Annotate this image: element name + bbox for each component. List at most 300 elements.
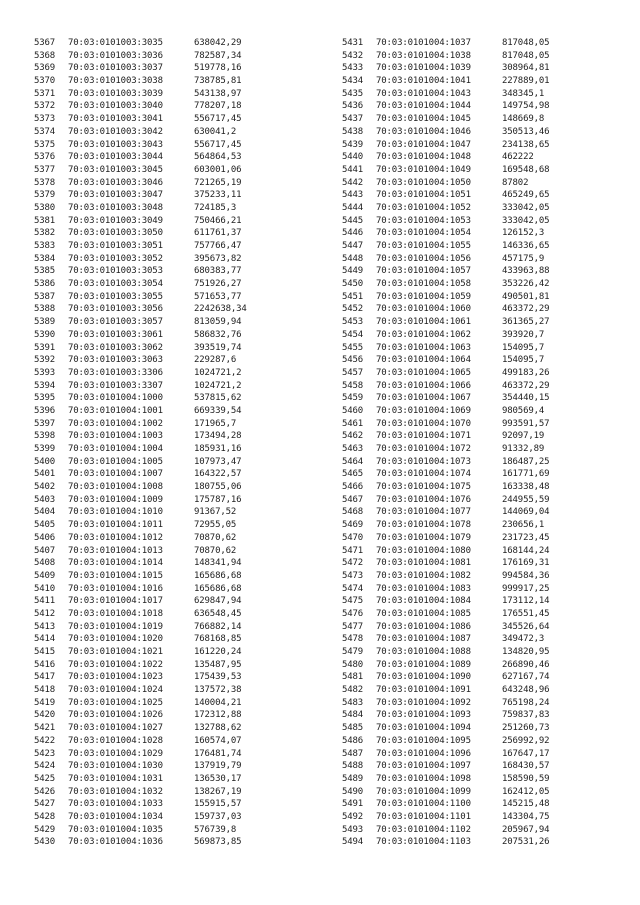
- cadastral-value: 308964,81: [502, 63, 550, 74]
- table-row: [34, 671, 334, 684]
- table-row: [34, 481, 334, 494]
- cadastral-value: 564864,53: [194, 152, 242, 163]
- cadastral-value: 164322,57: [194, 469, 242, 480]
- cadastral-number: 70:03:0101004:1011: [68, 520, 163, 531]
- row-number: 5385: [34, 266, 56, 277]
- cadastral-value: 980569,4: [502, 405, 545, 416]
- cadastral-number: 70:03:0101003:3037: [68, 63, 163, 74]
- cadastral-number: 70:03:0101004:1037: [376, 38, 471, 48]
- row-number: 5448: [342, 253, 364, 264]
- row-number: 5486: [342, 735, 364, 746]
- table-row: [34, 456, 334, 469]
- cadastral-value: 165686,68: [194, 570, 242, 581]
- row-number: 5376: [34, 152, 56, 163]
- cadastral-value: 72955,05: [194, 520, 237, 531]
- row-number: 5421: [34, 723, 56, 734]
- row-number: 5475: [342, 596, 364, 607]
- row-number: 5414: [34, 634, 56, 645]
- cadastral-number: 70:03:0101004:1027: [68, 723, 163, 734]
- cadastral-number: 70:03:0101004:1066: [376, 380, 471, 391]
- cadastral-value: 231723,45: [502, 532, 550, 543]
- row-number: 5443: [342, 190, 364, 201]
- row-number: 5489: [342, 773, 364, 784]
- table-row: [342, 456, 640, 469]
- cadastral-number: 70:03:0101004:1031: [68, 773, 163, 784]
- table-row: [34, 468, 334, 481]
- cadastral-value: 490501,81: [502, 291, 550, 302]
- cadastral-value: 161771,69: [502, 469, 550, 480]
- table-row: [342, 760, 640, 773]
- row-number: 5407: [34, 545, 56, 556]
- cadastral-number: 70:03:0101004:1089: [376, 659, 471, 670]
- row-number: 5409: [34, 570, 56, 581]
- table-row: [342, 824, 640, 837]
- cadastral-number: 70:03:0101004:1049: [376, 164, 471, 175]
- cadastral-value: 161220,24: [194, 647, 242, 657]
- table-row: [342, 316, 640, 329]
- table-row: [342, 532, 640, 545]
- row-number: 5433: [342, 63, 364, 74]
- table-row: [34, 633, 334, 646]
- cadastral-value: 266890,46: [502, 659, 550, 670]
- cadastral-number: 70:03:0101004:1060: [376, 304, 471, 315]
- cadastral-value: 126152,3: [502, 228, 545, 239]
- table-row: [34, 405, 334, 418]
- row-number: 5463: [342, 444, 364, 454]
- table-row: [342, 519, 640, 532]
- cadastral-number: 70:03:0101004:1097: [376, 761, 471, 772]
- table-row: [342, 253, 640, 266]
- cadastral-value: 465249,65: [502, 190, 550, 201]
- row-number: 5467: [342, 494, 364, 505]
- cadastral-number: 70:03:0101004:1002: [68, 418, 163, 429]
- cadastral-number: 70:03:0101004:1094: [376, 723, 471, 734]
- cadastral-value: 569873,85: [194, 837, 242, 848]
- row-number: 5439: [342, 139, 364, 150]
- row-number: 5392: [34, 355, 56, 366]
- row-number: 5452: [342, 304, 364, 315]
- row-number: 5378: [34, 177, 56, 188]
- row-number: 5369: [34, 63, 56, 74]
- row-number: 5453: [342, 317, 364, 328]
- cadastral-value: 333042,05: [502, 202, 550, 213]
- cadastral-value: 433963,88: [502, 266, 550, 277]
- cadastral-value: 350513,46: [502, 126, 550, 137]
- row-number: 5441: [342, 164, 364, 175]
- cadastral-value: 168144,24: [502, 545, 550, 556]
- row-number: 5491: [342, 799, 364, 810]
- row-number: 5435: [342, 88, 364, 99]
- row-number: 5420: [34, 710, 56, 721]
- cadastral-number: 70:03:0101003:3050: [68, 228, 163, 239]
- row-number: 5404: [34, 507, 56, 518]
- cadastral-number: 70:03:0101004:1041: [376, 76, 471, 87]
- cadastral-number: 70:03:0101004:1046: [376, 126, 471, 137]
- cadastral-value: 638042,29: [194, 38, 242, 48]
- table-row: [34, 265, 334, 278]
- cadastral-number: 70:03:0101004:1063: [376, 342, 471, 353]
- table-row: [342, 583, 640, 596]
- row-number: 5418: [34, 685, 56, 696]
- cadastral-number: 70:03:0101004:1062: [376, 329, 471, 340]
- table-row: [342, 202, 640, 215]
- cadastral-value: 175439,53: [194, 672, 242, 683]
- row-number: 5428: [34, 811, 56, 822]
- cadastral-number: 70:03:0101004:1081: [376, 558, 471, 569]
- row-number: 5480: [342, 659, 364, 670]
- table-row: [34, 354, 334, 367]
- table-row: [342, 329, 640, 342]
- cadastral-number: 70:03:0101004:1024: [68, 685, 163, 696]
- table-row: [34, 786, 334, 799]
- cadastral-number: 70:03:0101004:1012: [68, 532, 163, 543]
- table-row: [34, 557, 334, 570]
- cadastral-number: 70:03:0101004:1070: [376, 418, 471, 429]
- cadastral-number: 70:03:0101003:3040: [68, 101, 163, 112]
- cadastral-number: 70:03:0101003:3061: [68, 329, 163, 340]
- cadastral-number: 70:03:0101004:1102: [376, 824, 471, 835]
- cadastral-value: 87802: [502, 177, 529, 188]
- table-row: [34, 342, 334, 355]
- row-number: 5424: [34, 761, 56, 772]
- table-row: [34, 709, 334, 722]
- table-row: [342, 367, 640, 380]
- cadastral-value: 244955,59: [502, 494, 550, 505]
- table-row: [342, 113, 640, 126]
- cadastral-value: 817048,05: [502, 38, 550, 48]
- cadastral-value: 759837,83: [502, 710, 550, 721]
- cadastral-value: 154095,7: [502, 342, 545, 353]
- row-number: 5462: [342, 431, 364, 442]
- table-row: [342, 545, 640, 558]
- cadastral-number: 70:03:0101003:3044: [68, 152, 163, 163]
- cadastral-value: 134820,95: [502, 647, 550, 657]
- cadastral-value: 462222: [502, 152, 534, 163]
- cadastral-value: 629847,94: [194, 596, 242, 607]
- row-number: 5454: [342, 329, 364, 340]
- table-row: [34, 760, 334, 773]
- table-row: [342, 836, 640, 849]
- right-column: [342, 37, 640, 849]
- row-number: 5436: [342, 101, 364, 112]
- table-row: [34, 291, 334, 304]
- cadastral-value: 186487,25: [502, 456, 550, 467]
- cadastral-value: 92097,19: [502, 431, 545, 442]
- table-row: [34, 532, 334, 545]
- table-row: [34, 519, 334, 532]
- cadastral-value: 765198,24: [502, 697, 550, 708]
- row-number: 5450: [342, 279, 364, 290]
- cadastral-number: 70:03:0101004:1029: [68, 748, 163, 759]
- cadastral-number: 70:03:0101004:1064: [376, 355, 471, 366]
- table-row: [34, 177, 334, 190]
- cadastral-number: 70:03:0101004:1069: [376, 405, 471, 416]
- row-number: 5494: [342, 837, 364, 848]
- cadastral-number: 70:03:0101004:1013: [68, 545, 163, 556]
- cadastral-number: 70:03:0101004:1087: [376, 634, 471, 645]
- cadastral-number: 70:03:0101004:1015: [68, 570, 163, 581]
- table-row: [34, 202, 334, 215]
- cadastral-number: 70:03:0101004:1050: [376, 177, 471, 188]
- cadastral-number: 70:03:0101004:1034: [68, 811, 163, 822]
- cadastral-value: 154095,7: [502, 355, 545, 366]
- cadastral-number: 70:03:0101003:3045: [68, 164, 163, 175]
- cadastral-value: 680383,77: [194, 266, 242, 277]
- cadastral-value: 146336,65: [502, 241, 550, 251]
- row-number: 5473: [342, 570, 364, 581]
- cadastral-number: 70:03:0101004:1021: [68, 647, 163, 657]
- row-number: 5471: [342, 545, 364, 556]
- row-number: 5415: [34, 647, 56, 657]
- row-number: 5470: [342, 532, 364, 543]
- row-number: 5399: [34, 444, 56, 454]
- cadastral-number: 70:03:0101004:1055: [376, 241, 471, 251]
- cadastral-number: 70:03:0101004:1010: [68, 507, 163, 518]
- cadastral-value: 353226,42: [502, 279, 550, 290]
- row-number: 5485: [342, 723, 364, 734]
- row-number: 5442: [342, 177, 364, 188]
- cadastral-value: 724185,3: [194, 202, 237, 213]
- cadastral-value: 751926,27: [194, 279, 242, 290]
- cadastral-value: 643248,96: [502, 685, 550, 696]
- row-number: 5416: [34, 659, 56, 670]
- table-row: [34, 62, 334, 75]
- cadastral-value: 499183,26: [502, 367, 550, 378]
- cadastral-number: 70:03:0101003:3306: [68, 367, 163, 378]
- table-row: [342, 811, 640, 824]
- row-number: 5446: [342, 228, 364, 239]
- table-row: [34, 494, 334, 507]
- cadastral-number: 70:03:0101004:1028: [68, 735, 163, 746]
- row-number: 5417: [34, 672, 56, 683]
- row-number: 5390: [34, 329, 56, 340]
- cadastral-number: 70:03:0101003:3047: [68, 190, 163, 201]
- table-row: [34, 380, 334, 393]
- row-number: 5406: [34, 532, 56, 543]
- cadastral-value: 586832,76: [194, 329, 242, 340]
- table-row: [34, 545, 334, 558]
- cadastral-number: 70:03:0101004:1008: [68, 482, 163, 493]
- row-number: 5438: [342, 126, 364, 137]
- cadastral-number: 70:03:0101003:3054: [68, 279, 163, 290]
- table-row: [34, 824, 334, 837]
- cadastral-number: 70:03:0101004:1053: [376, 215, 471, 226]
- cadastral-number: 70:03:0101004:1039: [376, 63, 471, 74]
- cadastral-number: 70:03:0101003:3048: [68, 202, 163, 213]
- row-number: 5423: [34, 748, 56, 759]
- row-number: 5388: [34, 304, 56, 315]
- table-row: [342, 50, 640, 63]
- table-row: [342, 342, 640, 355]
- row-number: 5402: [34, 482, 56, 493]
- table-row: [342, 798, 640, 811]
- cadastral-value: 361365,27: [502, 317, 550, 328]
- table-row: [34, 113, 334, 126]
- cadastral-number: 70:03:0101004:1025: [68, 697, 163, 708]
- row-number: 5458: [342, 380, 364, 391]
- table-row: [342, 227, 640, 240]
- cadastral-number: 70:03:0101003:3046: [68, 177, 163, 188]
- row-number: 5425: [34, 773, 56, 784]
- table-row: [342, 430, 640, 443]
- table-row: [342, 380, 640, 393]
- cadastral-number: 70:03:0101004:1058: [376, 279, 471, 290]
- cadastral-value: 636548,45: [194, 608, 242, 619]
- row-number: 5481: [342, 672, 364, 683]
- row-number: 5440: [342, 152, 364, 163]
- cadastral-value: 169548,68: [502, 164, 550, 175]
- row-number: 5396: [34, 405, 56, 416]
- row-number: 5477: [342, 621, 364, 632]
- cadastral-number: 70:03:0101004:1032: [68, 786, 163, 797]
- cadastral-number: 70:03:0101004:1084: [376, 596, 471, 607]
- cadastral-value: 757766,47: [194, 241, 242, 251]
- table-row: [342, 392, 640, 405]
- table-row: [34, 659, 334, 672]
- row-number: 5410: [34, 583, 56, 594]
- table-row: [34, 303, 334, 316]
- cadastral-value: 230656,1: [502, 520, 545, 531]
- table-row: [34, 811, 334, 824]
- cadastral-number: 70:03:0101003:3053: [68, 266, 163, 277]
- table-row: [342, 278, 640, 291]
- row-number: 5434: [342, 76, 364, 87]
- row-number: 5381: [34, 215, 56, 226]
- cadastral-value: 140004,21: [194, 697, 242, 708]
- cadastral-number: 70:03:0101004:1019: [68, 621, 163, 632]
- row-number: 5490: [342, 786, 364, 797]
- cadastral-value: 158590,59: [502, 773, 550, 784]
- cadastral-number: 70:03:0101004:1033: [68, 799, 163, 810]
- table-row: [342, 62, 640, 75]
- cadastral-number: 70:03:0101003:3055: [68, 291, 163, 302]
- cadastral-value: 148341,94: [194, 558, 242, 569]
- table-row: [342, 151, 640, 164]
- cadastral-number: 70:03:0101004:1061: [376, 317, 471, 328]
- row-number: 5444: [342, 202, 364, 213]
- cadastral-value: 176481,74: [194, 748, 242, 759]
- cadastral-number: 70:03:0101003:3049: [68, 215, 163, 226]
- row-number: 5456: [342, 355, 364, 366]
- table-row: [34, 189, 334, 202]
- table-row: [342, 494, 640, 507]
- cadastral-value: 145215,48: [502, 799, 550, 810]
- cadastral-number: 70:03:0101004:1088: [376, 647, 471, 657]
- row-number: 5447: [342, 241, 364, 251]
- cadastral-number: 70:03:0101004:1077: [376, 507, 471, 518]
- cadastral-number: 70:03:0101004:1043: [376, 88, 471, 99]
- cadastral-value: 333042,05: [502, 215, 550, 226]
- cadastral-value: 813059,94: [194, 317, 242, 328]
- cadastral-value: 165686,68: [194, 583, 242, 594]
- row-number: 5377: [34, 164, 56, 175]
- table-row: [34, 583, 334, 596]
- table-row: [34, 748, 334, 761]
- row-number: 5373: [34, 114, 56, 125]
- table-row: [34, 595, 334, 608]
- row-number: 5391: [34, 342, 56, 353]
- cadastral-value: 155915,57: [194, 799, 242, 810]
- table-row: [342, 443, 640, 456]
- cadastral-number: 70:03:0101004:1098: [376, 773, 471, 784]
- table-row: [342, 633, 640, 646]
- cadastral-number: 70:03:0101004:1054: [376, 228, 471, 239]
- cadastral-value: 994584,36: [502, 570, 550, 581]
- cadastral-number: 70:03:0101004:1059: [376, 291, 471, 302]
- cadastral-value: 738785,81: [194, 76, 242, 87]
- table-row: [34, 278, 334, 291]
- row-number: 5457: [342, 367, 364, 378]
- table-row: [34, 227, 334, 240]
- table-row: [342, 786, 640, 799]
- table-row: [34, 126, 334, 139]
- table-row: [342, 709, 640, 722]
- cadastral-value: 180755,06: [194, 482, 242, 493]
- cadastral-value: 463372,29: [502, 380, 550, 391]
- cadastral-number: 70:03:0101004:1016: [68, 583, 163, 594]
- row-number: 5401: [34, 469, 56, 480]
- cadastral-number: 70:03:0101004:1030: [68, 761, 163, 772]
- cadastral-value: 163338,48: [502, 482, 550, 493]
- row-number: 5445: [342, 215, 364, 226]
- table-row: [342, 189, 640, 202]
- table-row: [342, 75, 640, 88]
- cadastral-number: 70:03:0101004:1082: [376, 570, 471, 581]
- cadastral-value: 1024721,2: [194, 367, 242, 378]
- table-row: [342, 418, 640, 431]
- table-row: [342, 621, 640, 634]
- cadastral-value: 817048,05: [502, 50, 550, 61]
- row-number: 5405: [34, 520, 56, 531]
- cadastral-number: 70:03:0101004:1048: [376, 152, 471, 163]
- table-row: [34, 392, 334, 405]
- cadastral-number: 70:03:0101004:1085: [376, 608, 471, 619]
- table-row: [34, 443, 334, 456]
- table-row: [34, 621, 334, 634]
- row-number: 5449: [342, 266, 364, 277]
- cadastral-value: 251260,73: [502, 723, 550, 734]
- row-number: 5478: [342, 634, 364, 645]
- row-number: 5394: [34, 380, 56, 391]
- cadastral-value: 149754,98: [502, 101, 550, 112]
- cadastral-number: 70:03:0101004:1093: [376, 710, 471, 721]
- cadastral-number: 70:03:0101004:1075: [376, 482, 471, 493]
- table-row: [342, 100, 640, 113]
- row-number: 5412: [34, 608, 56, 619]
- cadastral-value: 70870,62: [194, 532, 237, 543]
- row-number: 5492: [342, 811, 364, 822]
- table-row: [342, 773, 640, 786]
- row-number: 5451: [342, 291, 364, 302]
- cadastral-value: 229287,6: [194, 355, 237, 366]
- cadastral-number: 70:03:0101004:1001: [68, 405, 163, 416]
- cadastral-number: 70:03:0101003:3057: [68, 317, 163, 328]
- cadastral-number: 70:03:0101004:1047: [376, 139, 471, 150]
- cadastral-value: 173112,14: [502, 596, 550, 607]
- row-number: 5430: [34, 837, 56, 848]
- row-number: 5370: [34, 76, 56, 87]
- table-row: [34, 50, 334, 63]
- table-row: [34, 430, 334, 443]
- table-row: [34, 697, 334, 710]
- table-row: [342, 735, 640, 748]
- cadastral-value: 205967,94: [502, 824, 550, 835]
- cadastral-number: 70:03:0101004:1078: [376, 520, 471, 531]
- cadastral-number: 70:03:0101004:1057: [376, 266, 471, 277]
- cadastral-value: 185931,16: [194, 444, 242, 454]
- cadastral-number: 70:03:0101004:1101: [376, 811, 471, 822]
- cadastral-value: 457175,9: [502, 253, 545, 264]
